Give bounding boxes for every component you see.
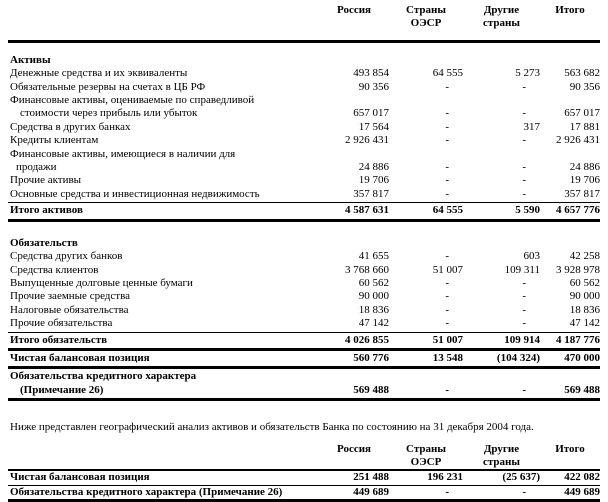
cell-other-countries: - (522, 485, 526, 498)
cell-russia: 17 564 (358, 120, 389, 133)
table-row (8, 250, 600, 263)
column-header-line1: Россия (337, 4, 371, 16)
cell-other-countries: 317 (523, 120, 540, 133)
row-label: стоимости через прибыль или убыток (20, 107, 198, 120)
cell-total: 19 706 (569, 174, 600, 187)
row-label: Чистая балансовая позиция (10, 351, 150, 364)
table-row (8, 94, 600, 107)
row-label: Средства других банков (10, 250, 123, 263)
cell-oecd: - (445, 303, 449, 316)
note-paragraph: Ниже представлен географический анализ активов и обязательств Банка по состоянию на 31 декабря 2004 года. (10, 421, 534, 434)
row-label: Прочие активы (10, 174, 82, 187)
cell-total: 2 926 431 (556, 134, 600, 147)
spacer (8, 223, 600, 237)
cell-total: 17 881 (569, 120, 600, 133)
cell-other-countries: - (522, 276, 526, 289)
row-label: Средства в других банках (10, 120, 131, 133)
cell-russia: 19 706 (358, 174, 389, 187)
column-header-oecd (389, 4, 463, 31)
cell-other-countries: - (522, 303, 526, 316)
section-header-liabilities (8, 237, 600, 250)
column-header-other-countries (463, 443, 540, 470)
cell-total: 657 017 (564, 107, 600, 120)
column-header-line1: Страны (406, 4, 446, 16)
cell-other-countries: - (522, 161, 526, 174)
section-title: Обязательств (10, 236, 78, 249)
column-header-line2: ОЭСР (410, 17, 442, 30)
row-label: (Примечание 26) (20, 383, 104, 396)
column-header-line2: страны (483, 455, 520, 468)
table-row (8, 134, 600, 147)
row-label: Итого обязательств (10, 333, 108, 346)
cell-total: 449 689 (564, 485, 600, 498)
column-header-other-countries (463, 4, 540, 31)
cell-russia: 493 854 (353, 67, 389, 80)
spacer (8, 402, 600, 421)
credit-commitments-row-line1 (8, 370, 600, 383)
cell-oecd: - (445, 80, 449, 93)
row-label: Прочие заемные средства (10, 290, 131, 303)
cell-russia: 18 836 (358, 303, 389, 316)
cell-russia: 2 926 431 (345, 134, 389, 147)
table-row (8, 304, 600, 317)
table2-header-row (8, 443, 600, 470)
spacer (8, 43, 600, 54)
column-header-line1: Итого (555, 4, 585, 16)
cell-oecd: - (445, 161, 449, 174)
cell-oecd: 64 555 (432, 67, 463, 80)
cell-other-countries: - (522, 134, 526, 147)
table-row (8, 290, 600, 303)
cell-russia: 357 817 (353, 187, 389, 200)
cell-oecd: 64 555 (432, 204, 463, 217)
row-label: Выпущенные долговые ценные бумаги (10, 276, 193, 289)
cell-russia: 657 017 (353, 107, 389, 120)
cell-russia: 60 562 (358, 276, 389, 289)
cell-total: 90 356 (569, 80, 600, 93)
cell-total: 3 928 978 (556, 263, 600, 276)
row-label: Итого активов (10, 204, 83, 217)
cell-russia: 41 655 (358, 250, 389, 263)
cell-oecd: 51 007 (432, 333, 463, 346)
cell-total: 18 836 (569, 303, 600, 316)
cell-oecd: - (445, 134, 449, 147)
spacer (8, 31, 600, 40)
cell-total: 4 657 776 (556, 204, 600, 217)
table-row (8, 81, 600, 94)
cell-oecd: - (445, 120, 449, 133)
cell-other-countries: 109 311 (504, 263, 540, 276)
cell-other-countries: (25 637) (502, 471, 540, 484)
cell-oecd: - (445, 485, 449, 498)
divider (8, 348, 600, 351)
cell-total: 470 000 (564, 351, 600, 364)
table-row (8, 107, 600, 120)
cell-russia: 90 000 (358, 290, 389, 303)
cell-russia: 251 488 (353, 471, 389, 484)
cell-total: 563 682 (564, 67, 600, 80)
cell-total: 569 488 (564, 383, 600, 396)
table-row (8, 317, 600, 330)
cell-total: 357 817 (564, 187, 600, 200)
row-label: продажи (16, 161, 57, 174)
table-row (8, 67, 600, 80)
cell-oecd: - (445, 317, 449, 330)
cell-russia: 560 776 (353, 351, 389, 364)
cell-other-countries: 5 590 (515, 204, 540, 217)
cell-other-countries: - (522, 107, 526, 120)
cell-oecd: - (445, 187, 449, 200)
total-assets-row (8, 204, 600, 217)
row-label: Чистая балансовая позиция (10, 471, 150, 484)
divider (8, 202, 600, 203)
cell-russia: 449 689 (353, 485, 389, 498)
column-header-line1: Итого (555, 442, 585, 455)
row-label: Средства клиентов (10, 263, 99, 276)
spacer (8, 435, 600, 443)
cell-other-countries: - (522, 290, 526, 303)
column-header-line2: ОЭСР (410, 455, 442, 468)
cell-total: 47 142 (569, 317, 600, 330)
table-row (8, 121, 600, 134)
cell-oecd: - (445, 107, 449, 120)
table-row (8, 174, 600, 187)
cell-oecd: - (445, 290, 449, 303)
cell-total: 422 082 (564, 471, 600, 484)
cell-oecd: - (445, 383, 449, 396)
cell-total: 60 562 (569, 276, 600, 289)
section-title: Активы (10, 53, 51, 66)
total-liabilities-row (8, 334, 600, 347)
column-header-line1: Другие (483, 4, 520, 16)
net-position-row (8, 352, 600, 365)
cell-other-countries: - (522, 187, 526, 200)
table1-header-row (8, 4, 600, 31)
row-label: Денежные средства и их эквиваленты (10, 67, 188, 80)
divider (8, 332, 600, 333)
column-header-line1: Другие (483, 442, 520, 455)
divider (8, 366, 600, 369)
table-row (8, 264, 600, 277)
row-label: Финансовые активы, оцениваемые по справедливой (10, 94, 255, 107)
row-label: Налоговые обязательства (10, 303, 129, 316)
cell-russia: 569 488 (353, 383, 389, 396)
row-label: Обязательные резервы на счетах в ЦБ РФ (10, 80, 206, 93)
divider (8, 219, 600, 222)
cell-other-countries: - (522, 317, 526, 330)
cell-other-countries: - (522, 80, 526, 93)
cell-oecd: - (445, 276, 449, 289)
cell-russia: 4 587 631 (345, 204, 389, 217)
cell-oecd: 51 007 (432, 263, 463, 276)
column-header-total (540, 443, 600, 456)
cell-total: 42 258 (569, 250, 600, 263)
row-label: Обязательства кредитного характера (10, 370, 197, 383)
column-header-russia (319, 443, 389, 456)
cell-other-countries: 109 914 (504, 333, 540, 346)
cell-other-countries: 603 (523, 250, 540, 263)
section-header-assets (8, 54, 600, 67)
cell-other-countries: (104 324) (496, 351, 540, 364)
column-header-line1: Страны (406, 442, 446, 455)
divider (8, 398, 600, 401)
cell-russia: 4 026 855 (345, 333, 389, 346)
table-row (8, 277, 600, 290)
cell-russia: 24 886 (358, 161, 389, 174)
table2-net-position-row (8, 471, 600, 484)
column-header-russia (319, 4, 389, 17)
column-header-line2: страны (483, 17, 520, 30)
row-label: Основные средства и инвестиционная недвижимость (10, 187, 260, 200)
cell-total: 4 187 776 (556, 333, 600, 346)
credit-commitments-row-line2 (8, 384, 600, 397)
cell-oecd: 196 231 (427, 471, 463, 484)
row-label: Обязательства кредитного характера (Примечание 26) (10, 485, 283, 498)
cell-other-countries: 5 273 (515, 67, 540, 80)
row-label: Кредиты клиентам (10, 134, 99, 147)
row-label: Финансовые активы, имеющиеся в наличии для (10, 147, 236, 160)
table-row (8, 188, 600, 201)
row-label: Прочие обязательства (10, 317, 113, 330)
cell-total: 24 886 (569, 161, 600, 174)
cell-other-countries: - (522, 174, 526, 187)
column-header-oecd (389, 443, 463, 470)
cell-oecd: - (445, 174, 449, 187)
cell-other-countries: - (522, 383, 526, 396)
column-header-line1: Россия (337, 442, 371, 455)
cell-russia: 47 142 (358, 317, 389, 330)
cell-oecd: - (445, 250, 449, 263)
cell-russia: 90 356 (358, 80, 389, 93)
table-row (8, 148, 600, 161)
cell-russia: 3 768 660 (345, 263, 389, 276)
column-header-total (540, 4, 600, 17)
cell-oecd: 13 548 (432, 351, 463, 364)
cell-total: 90 000 (569, 290, 600, 303)
table-row (8, 161, 600, 174)
table2-credit-commitments-row (8, 486, 600, 499)
